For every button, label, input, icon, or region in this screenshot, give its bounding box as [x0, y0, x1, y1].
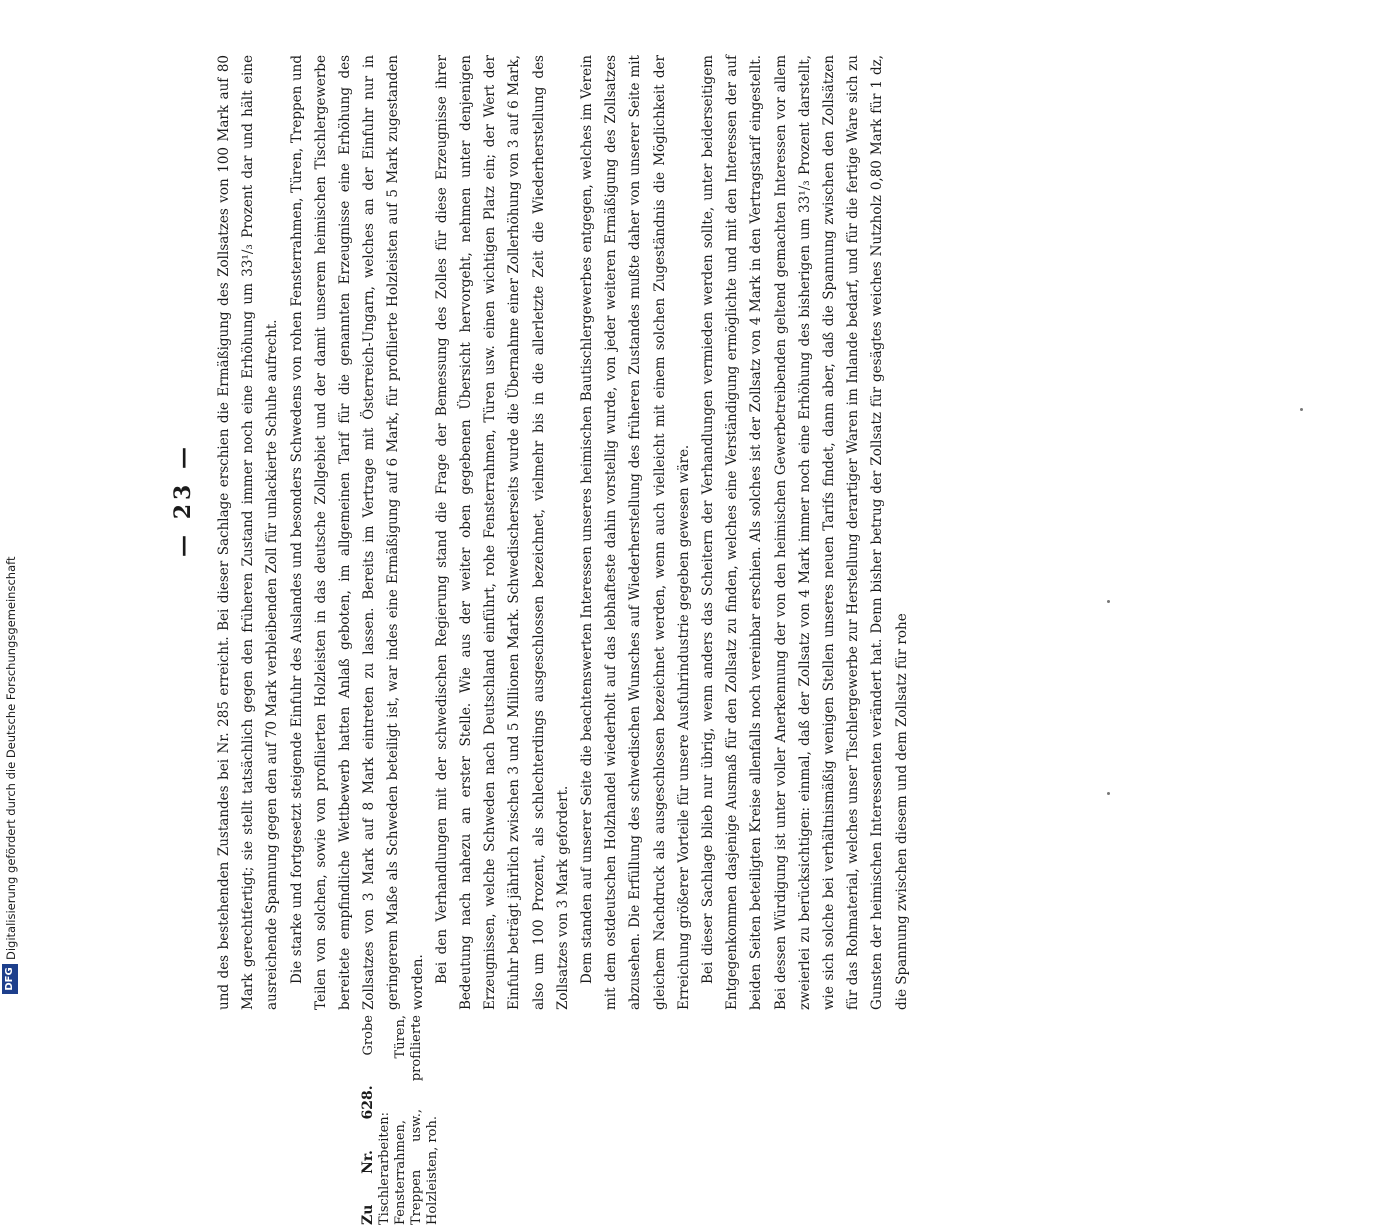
paragraph: und des bestehenden Zustandes bei Nr. 285 erreicht. Bei dieser Sachlage erschien die Ermäßigung des Zollsatzes von 100 Mark auf 80 Mark gerechtfertigt; sie stellt tatsächlich gegen den früheren Zustand immer noch eine Erhöhung um 33¹/₃ Prozent dar und hält eine ausreichende Spannung gegen den auf 70 Mark verbleibenden Zoll für unlackierte Schuhe aufrecht. [216, 55, 281, 1010]
scan-speck [1107, 600, 1110, 603]
paragraph: Bei den Verhandlungen mit der schwedischen Regierung stand die Frage der Bemessung des Zolles für diese Erzeugnisse ihrer Bedeutung nach nahezu an erster Stelle. Wie aus der weiter oben gegebenen Übersicht hervorgeht, nehmen unter denjenigen Erzeugnissen, welche Schweden nach Deutschland einführt, rohe Fensterrahmen, Türen usw. einen wichtigen Platz ein; der Wert der Einfuhr beträgt jährlich zwischen 3 und 5 Millionen Mark. Schwedischerseits wurde die Übernahme einer Zollerhöhung von 3 auf 6 Mark, also um 100 Prozent, als schlechterdings ausgeschlossen bezeichnet, vielmehr bis in die allerletzte Zeit die Wiederherstellung des Zollsatzes von 3 Mark gefordert. [433, 55, 571, 1010]
dfg-logo-icon: DFG [2, 964, 18, 994]
page-number: — 23 — [170, 443, 196, 557]
margin-note-reference: Zu Nr. 628. [360, 1085, 376, 1225]
scan-speck [1300, 408, 1303, 411]
digitization-credit [0, 0, 22, 1000]
paragraph: Dem standen auf unserer Seite die beachtenswerten Interessen unseres heimischen Bautischlergewerbes entgegen, welches im Verein mit dem ostdeutschen Holzhandel wiederholt auf das lebhafteste dahin vorstellig wurde, von jeder weiteren Ermäßigung des Zollsatzes abzusehen. Die Erfüllung des schwedischen Wunsches auf Wiederherstellung des früheren Zustandes mußte daher von unserer Seite mit gleichem Nachdruck als ausgeschlossen bezeichnet werden, wenn auch vielleicht mit einem solchen Zugeständnis die Möglichkeit der Erreichung größerer Vorteile für unsere Ausfuhrindustrie gegeben gewesen wäre. [579, 55, 692, 1010]
rotated-document-page [170, 0, 1370, 1225]
paragraph: Die starke und fortgesetzt steigende Einfuhr des Auslandes und besonders Schwedens von rohen Fensterrahmen, Türen, Treppen und Teilen von solchen, sowie von profilierten Holzleisten in das deutsche Zollgebiet und der damit unserem heimischen Tischlergewerbe bereitete empfindliche Wettbewerb hatten Anlaß geboten, im allgemeinen Tarif für die genannten Erzeugnisse eine Erhöhung des Zollsatzes von 3 Mark auf 8 Mark eintreten zu lassen. Bereits im Vertrage mit Österreich-Ungarn, welches an der Einfuhr nur in geringerem Maße als Schweden beteiligt ist, war indes eine Ermäßigung auf 6 Mark, für profilierte Holzleisten auf 5 Mark zugestanden worden. [288, 55, 426, 1010]
margin-note-text: Grobe Tischlerarbeiten: Fensterrahmen, Türen, Treppen usw., profilierte Holzleisten, roh. [361, 1015, 440, 1225]
scan-speck [1107, 792, 1110, 795]
paragraph: Bei dieser Sachlage blieb nur übrig, wenn anders das Scheitern der Verhandlungen vermieden werden sollte, unter beiderseitigem Entgegenkommen dasjenige Ausmaß für den Zollsatz zu finden, welches eine Verständigung ermöglichte und mit den Interessen der auf beiden Seiten beteiligten Kreise allenfalls noch vereinbar erschien. Als solches ist der Zollsatz von 4 Mark in den Vertragstarif eingestellt. Bei dessen Würdigung ist unter voller Anerkennung der von den heimischen Gewerbetreibenden geltend gemachten Interessen vor allem zweierlei zu berücksichtigen: einmal, daß der Zollsatz von 4 Mark immer noch eine Erhöhung des bisherigen um 33¹/₃ Prozent darstellt, wie sich solche bei verhältnismäßig wenigen Stellen unseres neuen Tarifs findet, dann aber, daß die Spannung zwischen den Zollsätzen für das Rohmaterial, welches unser Tischlergewerbe zur Herstellung derartiger Waren im Inlande bedarf, und für die fertige Ware sich zu Gunsten der heimischen Interessenten verändert hat. Denn bisher betrug der Zollsatz für gesägtes weiches Nutzholz 0,80 Mark für 1 dz, die Spannung zwischen diesem und dem Zollsatz für rohe [700, 55, 910, 1010]
digitization-credit-text: Digitalisierung gefördert durch die Deutsche Forschungsgemeinschaft [4, 556, 18, 960]
margin-note [360, 1015, 441, 1225]
main-text-body [212, 55, 914, 1010]
